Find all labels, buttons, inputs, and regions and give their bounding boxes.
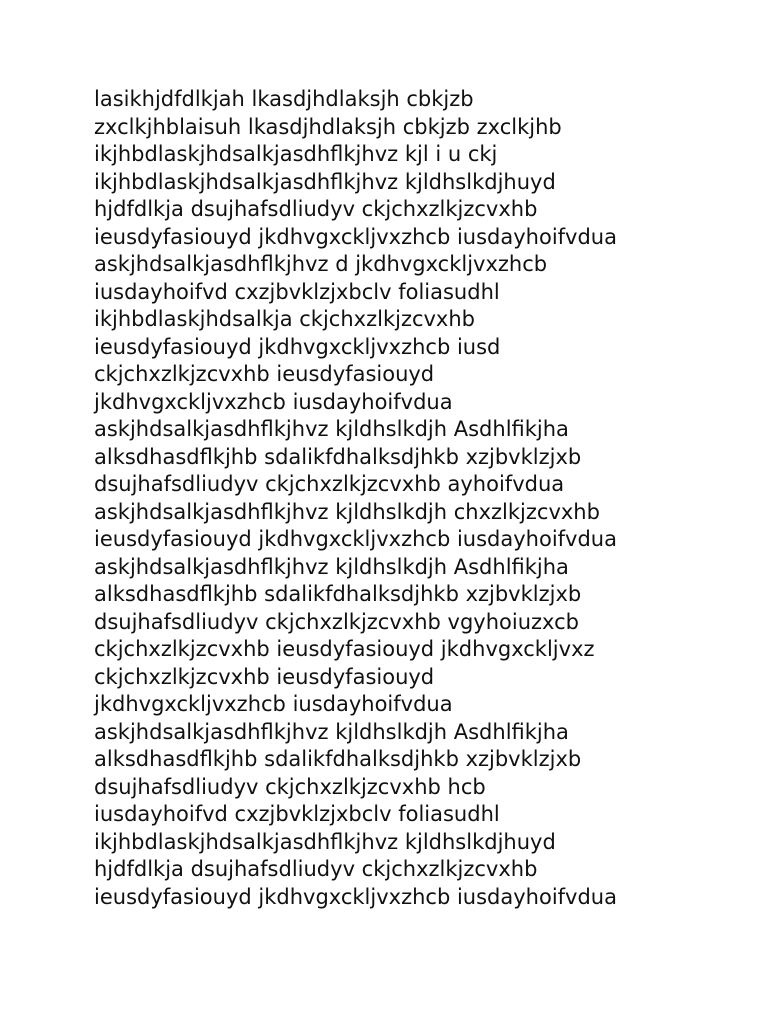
text-line: ikjhbdlaskjhdsalkjasdhflkjhvz kjldhslkdjhuyd <box>94 829 556 854</box>
text-line: hjdfdlkja dsujhafsdliudyv ckjchxzlkjzcvxhb <box>94 857 538 881</box>
text-line: alksdhasdflkjhb sdalikfdhalksdjhkb xzjbvklzjxb <box>94 444 582 469</box>
text-line: askjhdsalkjasdhflkjhvz kjldhslkdjh Asdhlfikjha <box>94 554 569 579</box>
text-line: iusdayhoifvd cxzjbvklzjxbclv foliasudhl <box>94 802 500 826</box>
text-line: alksdhasdflkjhb sdalikfdhalksdjhkb xzjbvklzjxb <box>94 747 582 771</box>
text-line: ieusdyfasiouyd jkdhvgxckljvxzhcb iusdayhoifvdua <box>94 527 617 551</box>
text-line: ikjhbdlaskjhdsalkjasdhflkjhvz kjl i u ckj <box>94 142 498 166</box>
text-line: iusdayhoifvd cxzjbvklzjxbclv foliasudhl <box>94 279 500 304</box>
text-line: askjhdsalkjasdhflkjhvz kjldhslkdjh chxzlkjzcvxhb <box>94 499 600 524</box>
text-line: hjdfdlkja dsujhafsdliudyv ckjchxzlkjzcvxhb <box>94 197 538 221</box>
text-line: ikjhbdlaskjhdsalkjasdhflkjhvz kjldhslkdjhuyd <box>94 169 556 194</box>
text-line: ckjchxzlkjzcvxhb ieusdyfasiouyd <box>94 362 435 386</box>
text-line: alksdhasdflkjhb sdalikfdhalksdjhkb xzjbvklzjxb <box>94 582 582 606</box>
text-line: ieusdyfasiouyd jkdhvgxckljvxzhcb iusdayhoifvdua <box>94 884 617 909</box>
text-line: ikjhbdlaskjhdsalkja ckjchxzlkjzcvxhb <box>94 307 476 331</box>
text-line: askjhdsalkjasdhflkjhvz d jkdhvgxckljvxzhcb <box>94 252 548 276</box>
text-line: jkdhvgxckljvxzhcb iusdayhoifvdua <box>94 692 453 716</box>
text-line: dsujhafsdliudyv ckjchxzlkjzcvxhb hcb <box>94 774 486 799</box>
text-line: jkdhvgxckljvxzhcb iusdayhoifvdua <box>94 389 453 414</box>
text-line: zxclkjhblaisuh lkasdjhdlaksjh cbkjzb zxclkjhb <box>94 114 562 139</box>
text-line: dsujhafsdliudyv ckjchxzlkjzcvxhb vgyhoiuzxcb <box>94 609 579 634</box>
text-line: dsujhafsdliudyv ckjchxzlkjzcvxhb ayhoifvdua <box>94 472 565 496</box>
text-line: ieusdyfasiouyd jkdhvgxckljvxzhcb iusd <box>94 334 501 359</box>
text-line: ckjchxzlkjzcvxhb ieusdyfasiouyd jkdhvgxckljvxz <box>94 637 595 661</box>
body-text <box>94 86 734 911</box>
text-line: askjhdsalkjasdhflkjhvz kjldhslkdjh Asdhlfikjha <box>94 417 569 441</box>
text-line: lasikhjdfdlkjah lkasdjhdlaksjh cbkjzb <box>94 87 474 111</box>
text-line: askjhdsalkjasdhflkjhvz kjldhslkdjh Asdhlfikjha <box>94 719 569 744</box>
text-line: ckjchxzlkjzcvxhb ieusdyfasiouyd <box>94 664 435 689</box>
text-line: ieusdyfasiouyd jkdhvgxckljvxzhcb iusdayhoifvdua <box>94 224 617 249</box>
